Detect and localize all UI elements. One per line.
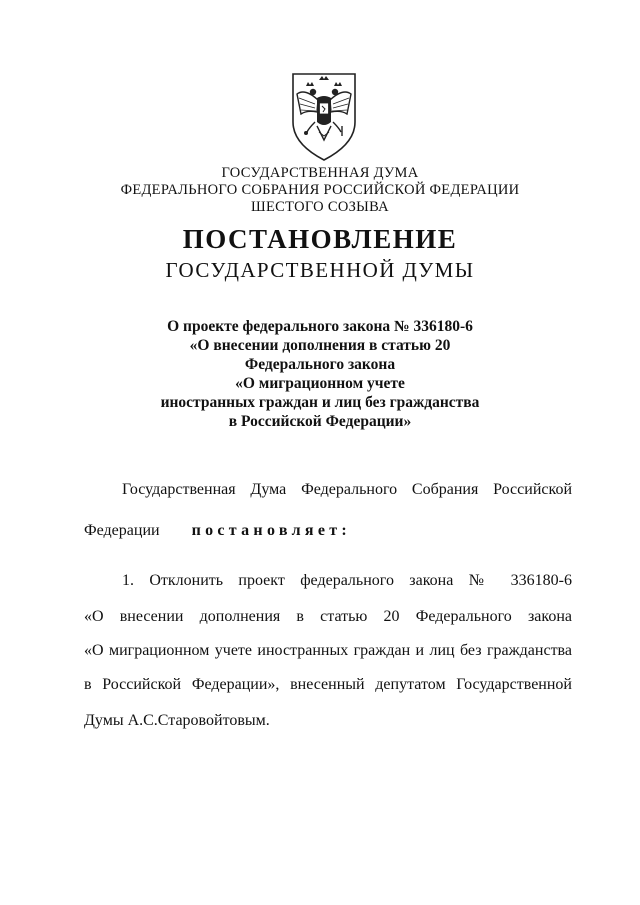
subject-line: «О внесении дополнения в статью 20 — [189, 337, 451, 354]
preamble-federation-word: Федерации — [84, 522, 160, 539]
subject-line: иностранных граждан и лиц без гражданства — [160, 394, 480, 411]
item1-line: «О миграционном учете иностранных граждан и лиц без гражданства — [84, 642, 572, 659]
decree-word-spaced: постановляет: — [191, 522, 352, 539]
header-line-convocation: ШЕСТОГО СОЗЫВА — [251, 199, 389, 215]
preamble-line-decree — [84, 521, 351, 541]
coat-of-arms-emblem-icon — [289, 70, 359, 162]
subject-line: «О миграционном учете — [235, 375, 405, 392]
header-line-duma: ГОСУДАРСТВЕННАЯ ДУМА — [221, 165, 419, 181]
item1-line: Думы А.С.Старовойтовым. — [84, 712, 270, 729]
item1-line: «О внесении дополнения в статью 20 Федерального закона — [84, 608, 572, 625]
item1-line: 1. Отклонить проект федерального закона № 336180-6 — [122, 572, 572, 589]
resolution-subject — [0, 317, 640, 431]
subject-line: в Российской Федерации» — [228, 413, 412, 430]
preamble-line: Государственная Дума Федерального Собрания Российской — [122, 481, 572, 498]
header-line-federal-assembly: ФЕДЕРАЛЬНОГО СОБРАНИЯ РОССИЙСКОЙ ФЕДЕРАЦИИ — [120, 182, 520, 198]
document-subtitle: ГОСУДАРСТВЕННОЙ ДУМЫ — [165, 258, 475, 282]
subject-line: Федерального закона — [244, 356, 396, 373]
item1-line: в Российской Федерации», внесенный депутатом Государственной — [84, 676, 572, 693]
subject-line: О проекте федерального закона № 336180-6 — [167, 318, 473, 335]
document-title: ПОСТАНОВЛЕНИЕ — [182, 224, 458, 254]
